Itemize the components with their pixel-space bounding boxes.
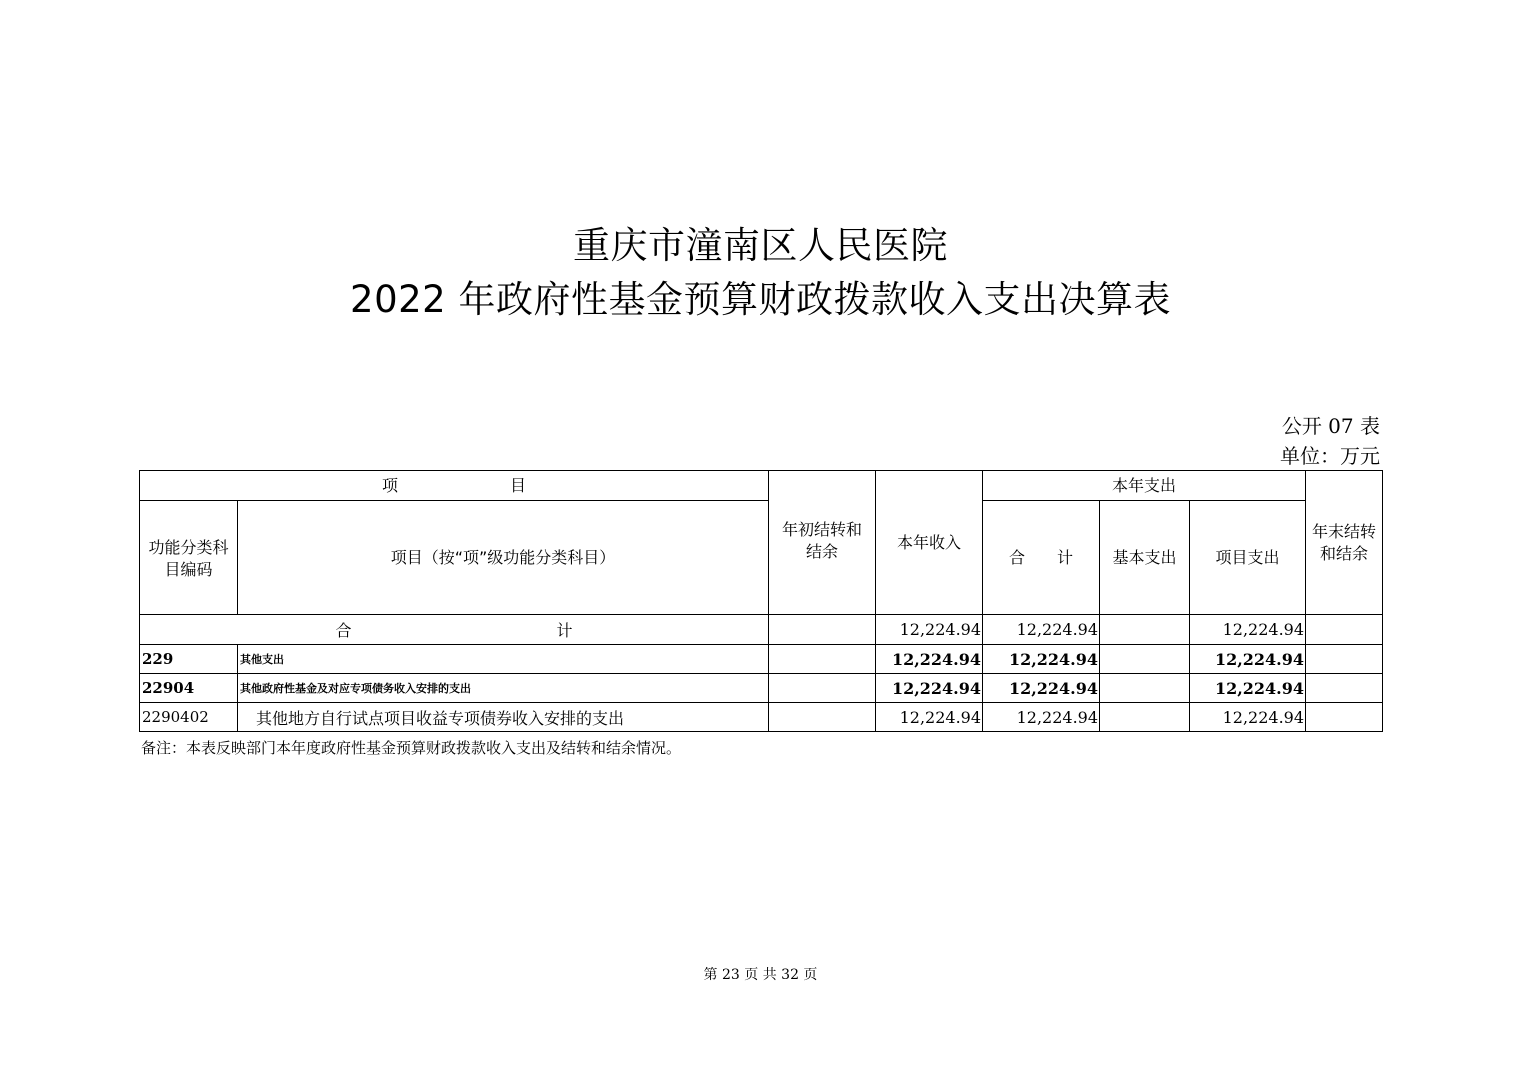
header-row-2 [140, 501, 1383, 615]
table-row [140, 674, 1383, 703]
table-number: 公开 07 表 [1281, 414, 1380, 438]
total-expense-basic [1100, 615, 1190, 645]
row-expense-total: 12,224.94 [983, 674, 1100, 703]
total-row [140, 615, 1383, 645]
row-expense-project: 12,224.94 [1190, 645, 1306, 674]
total-expense-project: 12,224.94 [1190, 615, 1306, 645]
row-begin-balance [769, 703, 876, 732]
header-begin-balance: 年初结转和结余 [769, 471, 876, 615]
table-row [140, 703, 1383, 732]
row-expense-basic [1100, 703, 1190, 732]
table-row [140, 645, 1383, 674]
row-expense-basic [1100, 645, 1190, 674]
header-func-name: 项目（按“项”级功能分类科目） [238, 501, 769, 615]
header-income: 本年收入 [876, 471, 983, 615]
row-code: 229 [140, 645, 238, 674]
row-end-balance [1306, 645, 1383, 674]
total-end-balance [1306, 615, 1383, 645]
total-income: 12,224.94 [876, 615, 983, 645]
header-row-1 [140, 471, 1383, 501]
row-begin-balance [769, 645, 876, 674]
header-func-code: 功能分类科目编码 [140, 501, 238, 615]
total-label-left: 合 [335, 621, 352, 640]
budget-table [139, 470, 1383, 732]
page-number: 第 23 页 共 32 页 [703, 967, 818, 983]
header-expense-project: 项目支出 [1190, 501, 1306, 615]
row-expense-total: 12,224.94 [983, 703, 1100, 732]
header-expense-basic: 基本支出 [1100, 501, 1190, 615]
row-name: 其他支出 [238, 645, 769, 674]
row-code: 22904 [140, 674, 238, 703]
header-item: 项 目 [140, 471, 769, 501]
total-begin-balance [769, 615, 876, 645]
row-end-balance [1306, 674, 1383, 703]
row-name: 其他政府性基金及对应专项债务收入安排的支出 [238, 674, 769, 703]
row-expense-project: 12,224.94 [1190, 703, 1306, 732]
report-title-line1: 重庆市潼南区人民医院 [573, 224, 948, 267]
unit-label: 单位：万元 [1280, 444, 1380, 468]
row-expense-basic [1100, 674, 1190, 703]
report-title-line2: 2022 年政府性基金预算财政拨款收入支出决算表 [350, 278, 1171, 321]
row-code: 2290402 [140, 703, 238, 732]
row-income: 12,224.94 [876, 645, 983, 674]
total-label-right: 计 [556, 621, 573, 640]
table-note: 备注：本表反映部门本年度政府性基金预算财政拨款收入支出及结转和结余情况。 [141, 739, 682, 757]
total-expense-total: 12,224.94 [983, 615, 1100, 645]
row-end-balance [1306, 703, 1383, 732]
row-income: 12,224.94 [876, 674, 983, 703]
header-expense-group: 本年支出 [983, 471, 1306, 501]
row-income: 12,224.94 [876, 703, 983, 732]
header-end-balance: 年末结转和结余 [1306, 471, 1383, 615]
row-expense-total: 12,224.94 [983, 645, 1100, 674]
header-expense-total: 合 计 [983, 501, 1100, 615]
row-begin-balance [769, 674, 876, 703]
row-name: 其他地方自行试点项目收益专项债券收入安排的支出 [238, 703, 769, 732]
row-expense-project: 12,224.94 [1190, 674, 1306, 703]
total-label [140, 615, 769, 645]
